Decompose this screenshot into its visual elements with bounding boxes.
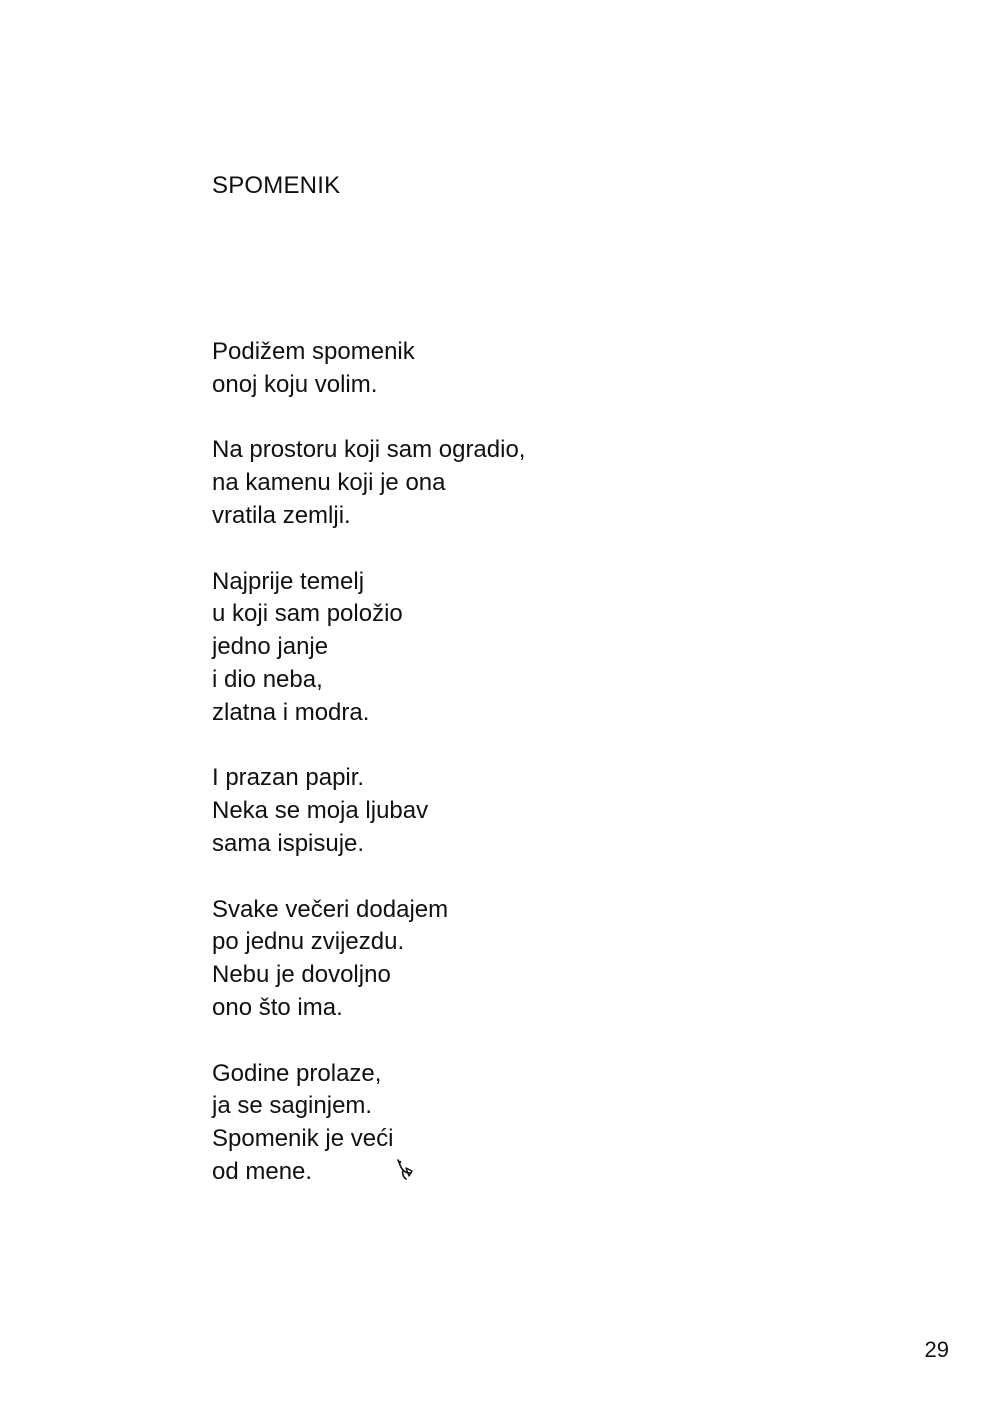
poem-line: vratila zemlji. (212, 501, 351, 529)
poem-line: Najprije temelj (212, 567, 365, 595)
stanza (212, 336, 525, 402)
stanza (212, 566, 525, 730)
poem-line: sama ispisuje. (212, 829, 365, 857)
page-number: 29 (924, 1337, 949, 1362)
stanza (212, 762, 525, 860)
poem-line: od mene. (212, 1157, 313, 1185)
poem-line: Na prostoru koji sam ogradio, (212, 436, 526, 464)
poem-title: SPOMENIK (212, 172, 341, 199)
poem-line: u koji sam položio (212, 600, 403, 628)
poem-line: zlatna i modra. (212, 698, 370, 726)
poem-line: Svake večeri dodajem (212, 895, 449, 923)
poem-line: i dio neba, (212, 665, 323, 693)
poem-line: po jednu zvijezdu. (212, 928, 405, 956)
poem-line: Neka se moja ljubav (212, 797, 429, 825)
stanza (212, 894, 525, 1025)
poem-line: Podižem spomenik (212, 338, 415, 365)
poem-body (212, 336, 525, 1222)
fleuron-icon (394, 1158, 416, 1182)
poem-line: ono što ima. (212, 993, 343, 1021)
poem-line: Spomenik je veći (212, 1125, 394, 1153)
poem-line: onoj koju volim. (212, 370, 378, 398)
poem-line: Godine prolaze, (212, 1059, 382, 1087)
poem-line: jedno janje (212, 633, 329, 661)
stanza (212, 1058, 525, 1189)
poem-line: Nebu je dovoljno (212, 961, 391, 989)
stanza (212, 434, 525, 532)
poem-line: I prazan papir. (212, 764, 365, 792)
poem-line: ja se saginjem. (212, 1092, 373, 1120)
poem-line: na kamenu koji je ona (212, 469, 446, 497)
